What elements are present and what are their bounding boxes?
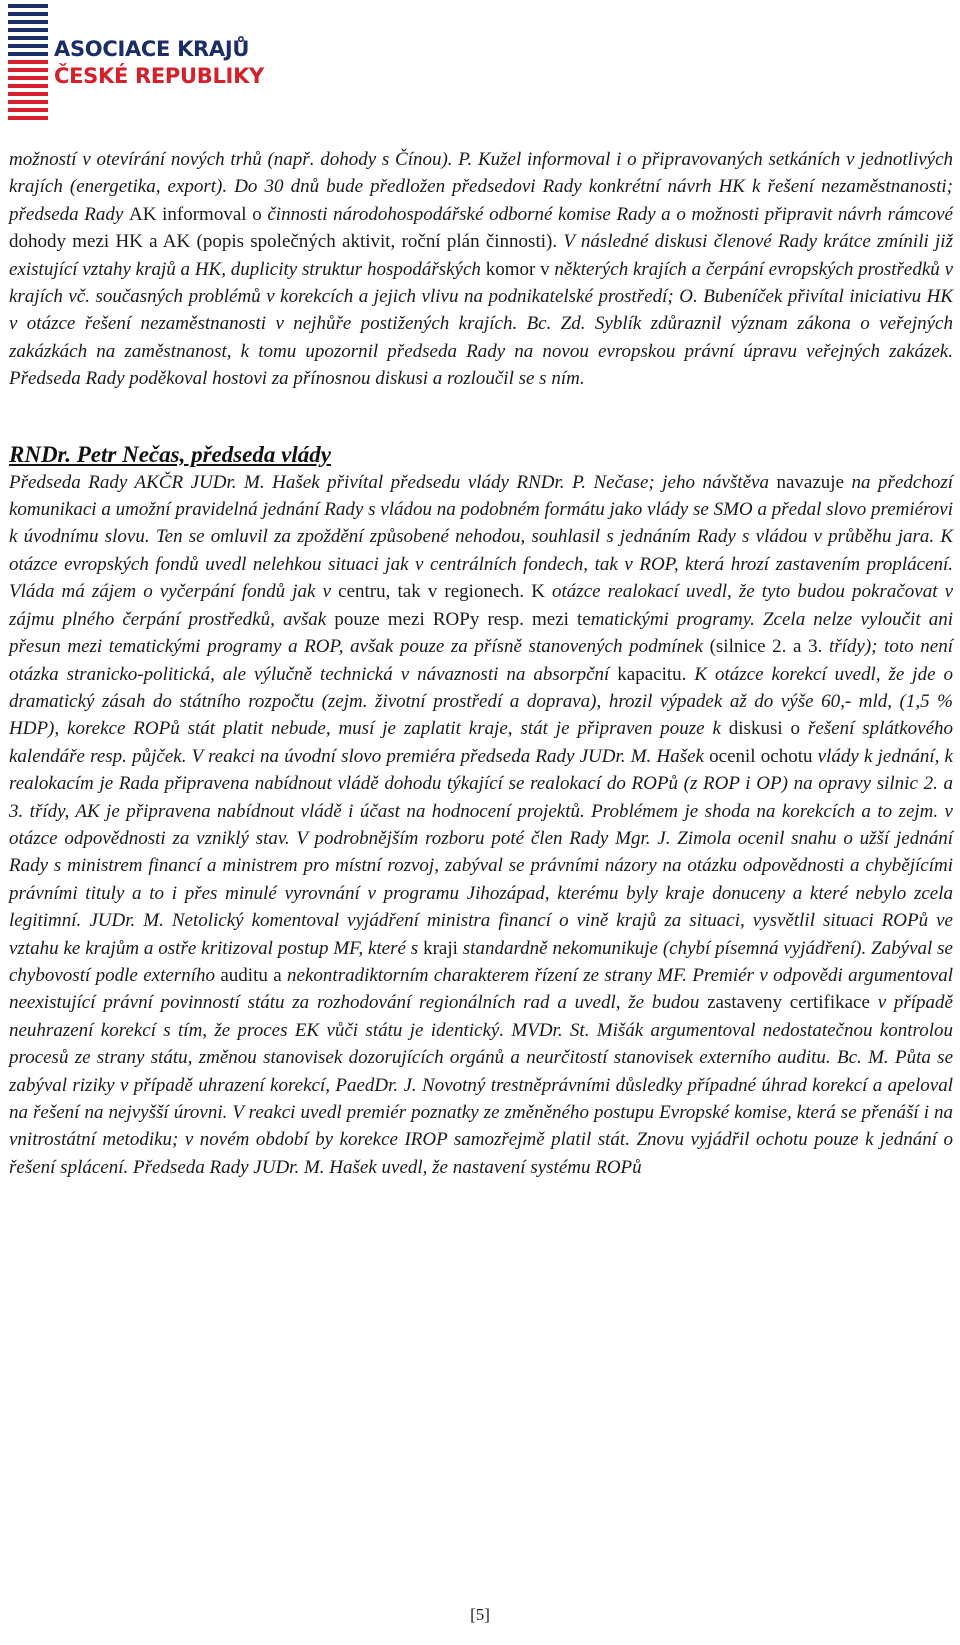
logo-line1: ASOCIACE KRAJŮ	[54, 37, 250, 61]
text-run: třídy); toto není otázka stranicko-politická, ale výlučně technická v návaznosti na absorpční	[9, 636, 954, 685]
text-run: AK informoval o	[129, 203, 268, 225]
text-run: Do 30 dnů bude předložen předsedovi Rady konkrétní návrh HK k řešení nezaměstnanosti; předseda Rady	[9, 176, 953, 225]
paragraph-hk-discussion	[9, 146, 953, 393]
text-run: V následné diskusi členové Rady krátce zmínili již existující vztahy krajů a HK, duplicity struktur hospodářských	[9, 231, 953, 280]
flag-logo-icon	[8, 4, 48, 122]
text-run: řešení splátkového kalendáře resp. půjček. V reakci na úvodní slovo premiéra předseda Rady JUDr. M. Hašek	[9, 718, 954, 767]
text-run: kraji	[423, 937, 463, 959]
text-run: na předchozí komunikaci a umožní pravidelná jednání Rady s vládou na podobném formátu jako vlády se SMO a předal slovo premiérovi k úvodnímu slovu.	[9, 471, 953, 548]
text-run: navazuje	[776, 471, 852, 493]
text-run: pouze mezi ROPy resp. mezi te	[334, 608, 591, 630]
text-run: standardně nekomunikuje (chybí písemná vyjádření). Zabýval se chybovostí podle externího	[9, 937, 953, 986]
header	[8, 4, 308, 122]
text-run: otázce realokací uvedl, že tyto budou pokračovat v zájmu plného čerpání prostředků, avšak	[9, 581, 954, 630]
text-run: dohody mezi HK a AK (popis společných aktivit, roční plán činnosti).	[9, 231, 558, 253]
text-run: komor v	[485, 258, 555, 280]
text-run: matickými programy. Zcela nelze vyloučit ani přesun mezi tematickými programy a ROP, avšak pouze za přísně stanovených podmínek	[9, 608, 953, 658]
text-run: možností v otevírání nových trhů (např. dohody s Čínou). P. Kužel informoval i o připravovaných setkáních v jednotlivých krajích (energetika, export).	[9, 149, 953, 198]
document-body	[9, 146, 953, 1181]
text-run: K otázce korekcí uvedl, že jde o dramatický zásah do státního rozpočtu (zejm. životní prostředí a doprava), hrozil výpadek až do výše 60,- mld, (1,5 % HDP), korekce ROPů stát platit nebude, musí je zaplatit kraje, stát je připraven pouze k	[9, 663, 953, 740]
logo-text	[54, 36, 264, 90]
text-run: vlády k jednání, k realokacím je Rada připravena nabídnout vládě dohodu týkající se realokací do ROPů (z ROP i OP) na opravy silnic 2. a 3. třídy, AK je připravena nabídnout vládě i účast na hodnocení projektů. Problémem je shoda na korekcích a to zejm. v otázce odpovědnosti za vzniklý stav. V podrobnějším rozboru poté člen Rady Mgr. J. Zimola ocenil snahu o užší jednání Rady s ministrem financí a ministrem pro místní rozvoj, zabýval se právními názory na otázku odpovědnosti a chybějícími právními tituly a to i přes minulé vyrovnání v programu Jihozápad, kterému byly kraje donuceny a které nebylo zcela legitimní. JUDr. M. Netolický komentoval vyjádření ministra financí o vině krajů za situaci, vysvětlil situaci ROPů ve vztahu ke krajům a ostře kritizoval postup MF, které s	[9, 745, 953, 959]
text-run: činnosti národohospodářské odborné komise Rady a o možnosti připravit návrh rámcové	[267, 203, 953, 225]
text-run: diskusi o	[728, 718, 808, 740]
text-run: kapacitu.	[617, 663, 687, 685]
paragraph-pm-visit	[9, 469, 953, 1182]
section-heading: RNDr. Petr Nečas, předseda vlády	[9, 441, 331, 467]
text-run: zastaveny certifikace	[707, 992, 878, 1014]
page-number: [5]	[470, 1605, 490, 1624]
text-run: některých krajích a čerpání evropských prostředků v krajích vč. současných problémů v korekcích a jejich vlivu na podnikatelské prostředí; O. Bubeníček přivítal iniciativu HK v otázce řešení nezaměstnanosti v nejhůře postižených krajích. Bc. Zd. Syblík zdůraznil význam zákona o veřejných zakázkách na zaměstnanost, k tomu upozornil předseda Rady na novou evropskou právní úpravu veřejných zakázek. Předseda Rady poděkoval hostovi za přínosnou diskusi a rozloučil se s ním.	[9, 258, 953, 390]
logo-line2: ČESKÉ REPUBLIKY	[54, 64, 264, 88]
text-run: Ten se omluvil za zpoždění způsobené nehodou, souhlasil s jednáním Rady s vládou v průběhu jara. K otázce evropských fondů uvedl nelehkou situaci jak v centrálních fondech, tak v ROP, která hrozí zastavením proplácení. Vláda má zájem o vyčerpání fondů jak v	[9, 526, 953, 603]
text-run: auditu a	[220, 964, 288, 986]
text-run: nekontradiktorním charakterem řízení ze strany MF. Premiér v odpovědi argumentoval neexistující právní povinností státu za rozhodování regionálních rad a uvedl, že budou	[9, 964, 953, 1014]
text-run: ocenil ochotu	[709, 745, 818, 767]
text-run: centru, tak v regionech. K	[338, 581, 553, 603]
text-run: (silnice 2. a 3.	[709, 636, 829, 658]
text-run: v případě neuhrazení korekcí s tím, že proces EK vůči státu je identický. MVDr. St. Mišák argumentoval nedostatečnou kontrolou procesů ze strany státu, změnou stanovisek dozorujících orgánů a neurčitostí stanovisek externího auditu. Bc. M. Půta se zabýval riziky v případě uhrazení korekcí, PaedDr. J. Novotný trestněprávními důsledky případné úhrad korekcí a apeloval na řešení na nejvyšší úrovni. V reakci uvedl premiér poznatky ze změněného postupu Evropské komise, která se přenáší i na vnitrostátní metodiku; v novém období by korekce IROP samozřejmě platil stát. Znovu vyjádřil ochotu pouze k jednání o řešení splácení. Předseda Rady JUDr. M. Hašek uvedl, že nastavení systému ROPů	[9, 992, 953, 1178]
text-run: Předseda Rady AKČR JUDr. M. Hašek přivítal předsedu vlády RNDr. P. Nečase; jeho návštěva	[9, 471, 777, 493]
